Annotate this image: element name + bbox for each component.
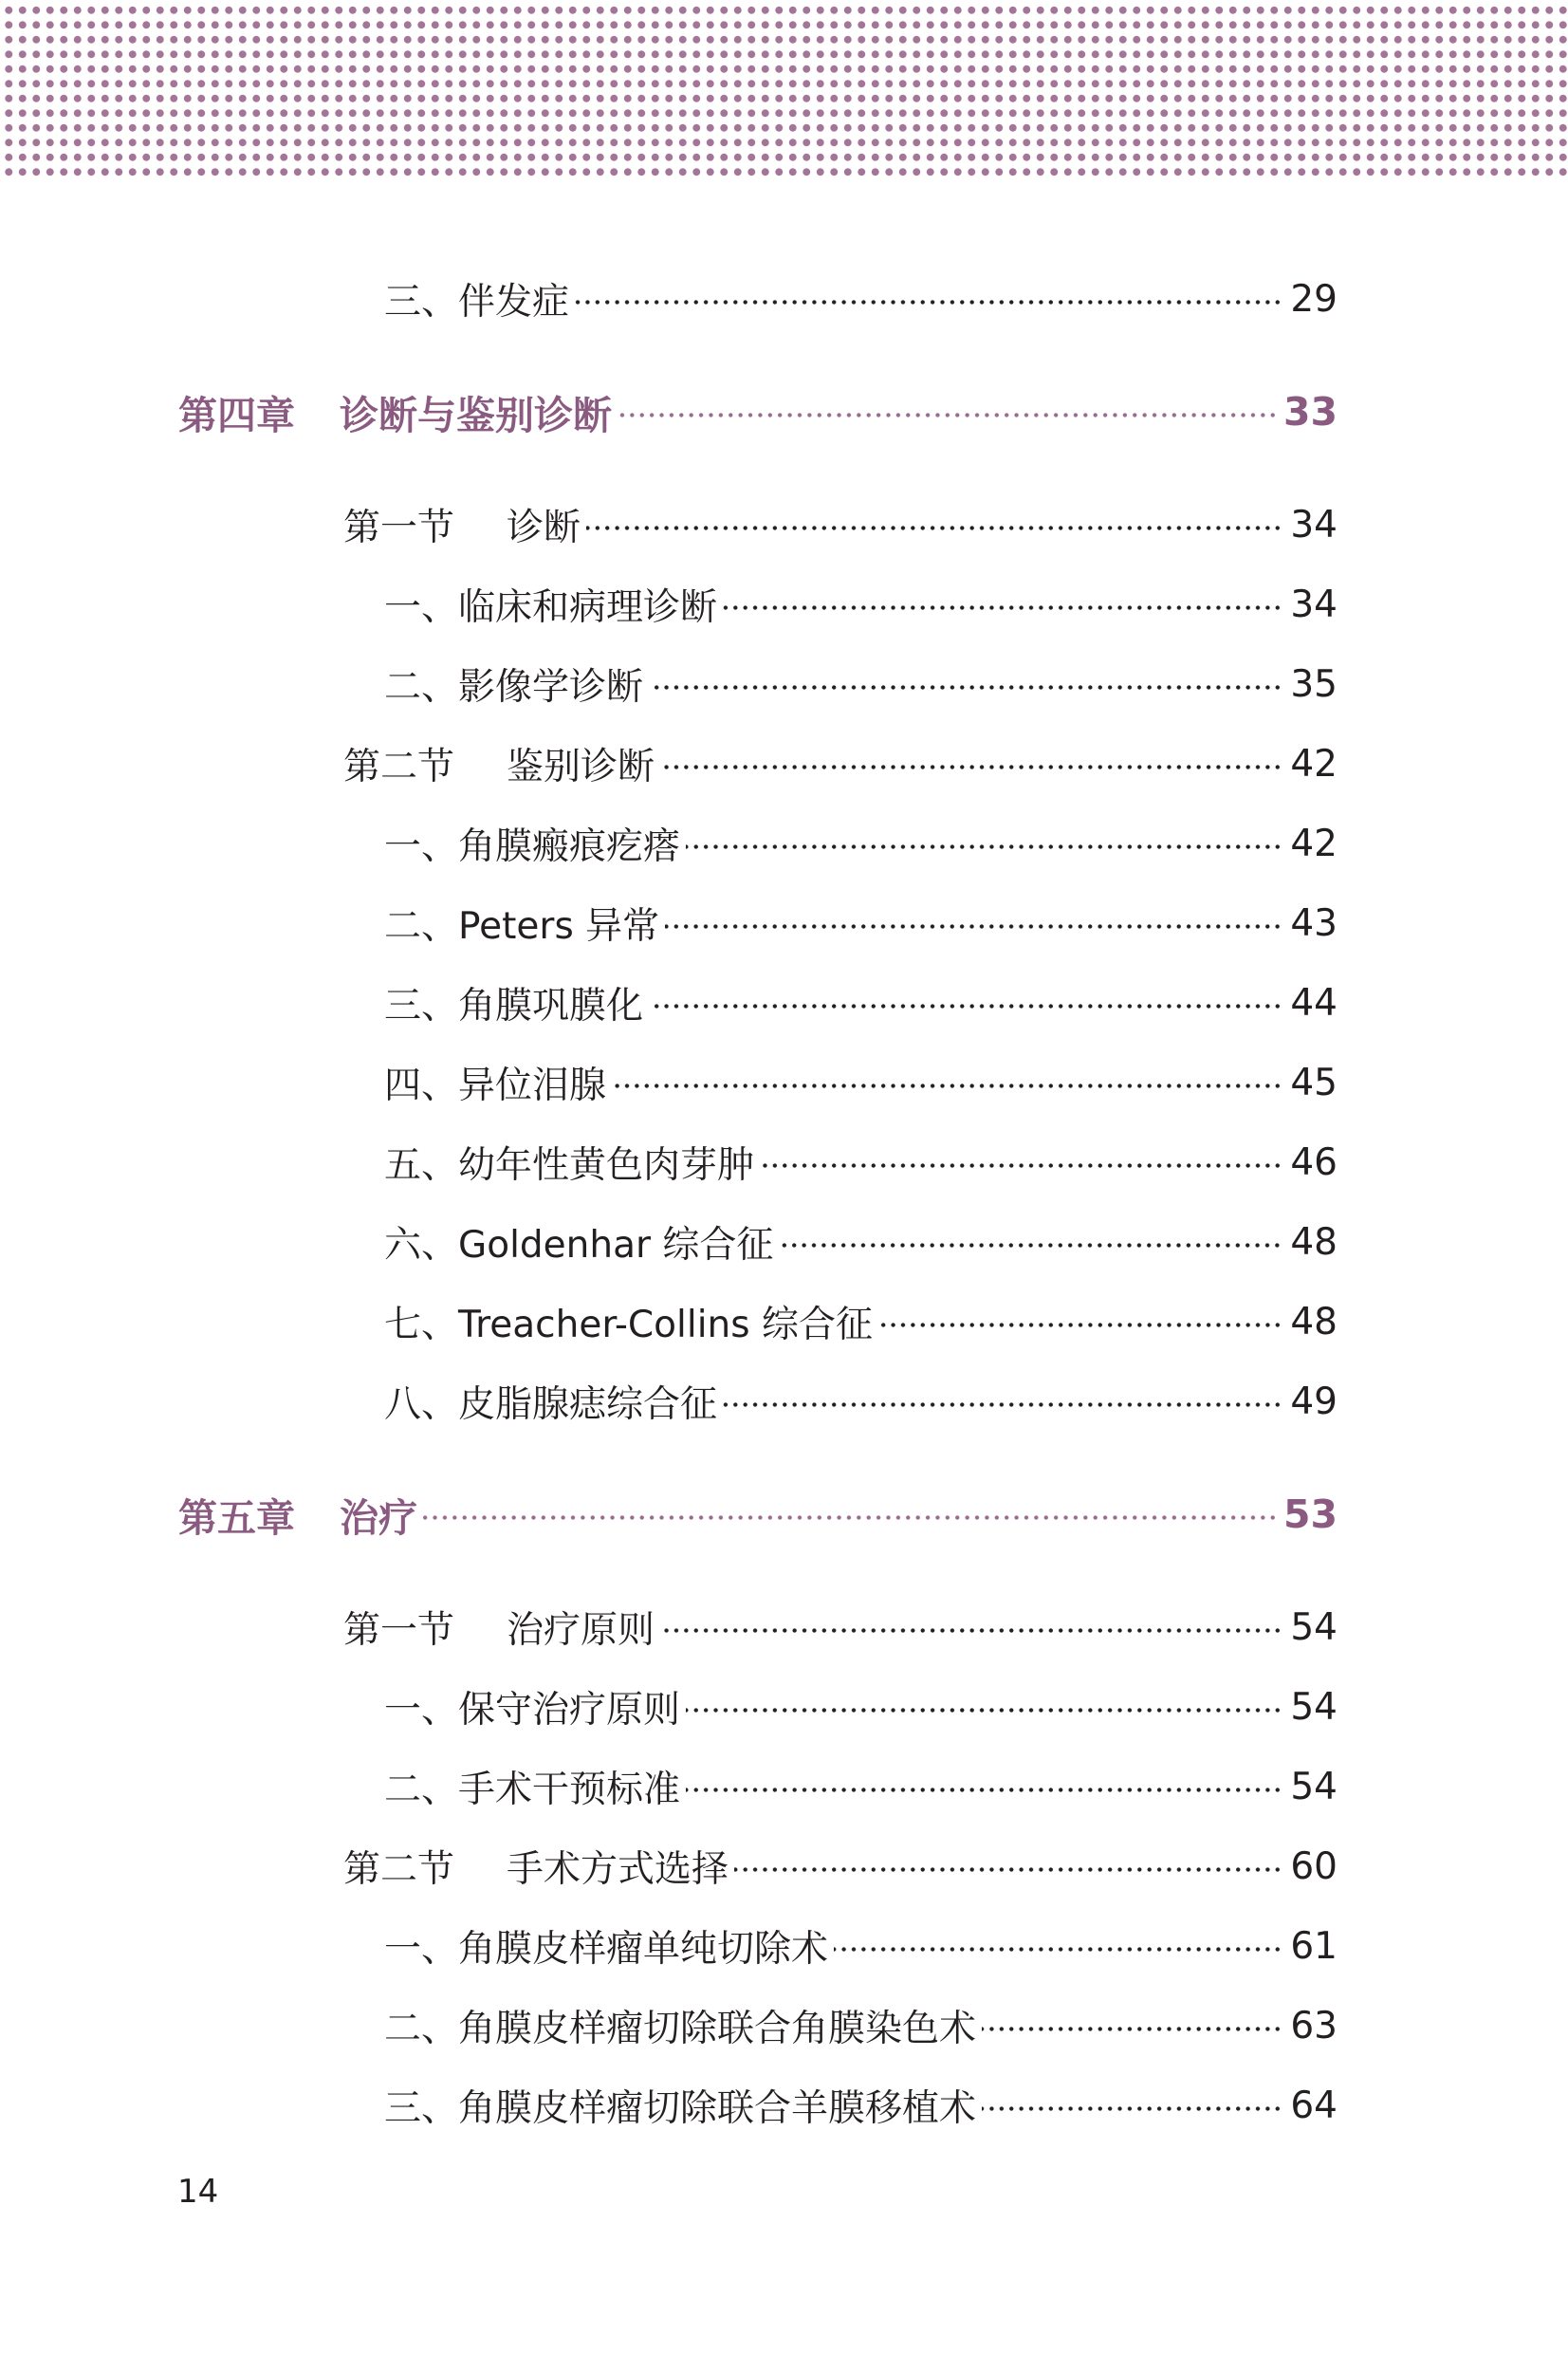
dot-leader bbox=[723, 1402, 1282, 1407]
dot-leader bbox=[660, 765, 1282, 769]
toc-entry-item[interactable] bbox=[384, 1371, 1337, 1432]
toc-page-number: 42 bbox=[1290, 742, 1337, 786]
toc-page-number: 43 bbox=[1290, 901, 1337, 945]
toc-entry-item[interactable] bbox=[384, 1052, 1337, 1113]
toc-entry-item[interactable] bbox=[384, 1291, 1337, 1352]
dot-leader bbox=[665, 924, 1282, 929]
dot-leader bbox=[723, 605, 1282, 610]
toc-page-number: 48 bbox=[1290, 1220, 1337, 1264]
dot-leader bbox=[779, 1243, 1282, 1248]
chapter-number: 第四章 bbox=[178, 392, 295, 438]
section-title: 手术方式选择 bbox=[507, 1848, 729, 1891]
toc-page-number: 48 bbox=[1290, 1300, 1337, 1343]
dot-leader bbox=[878, 1323, 1282, 1327]
toc-entry-label: 一、临床和病理诊断 bbox=[384, 586, 718, 629]
dot-leader bbox=[618, 413, 1278, 417]
dot-leader bbox=[734, 1867, 1282, 1872]
page-number-footer: 14 bbox=[177, 2173, 219, 2211]
toc-page-number: 54 bbox=[1290, 1605, 1337, 1649]
toc-entry-label: 四、异位泪腺 bbox=[384, 1065, 607, 1107]
toc-entry-label: 三、伴发症 bbox=[384, 281, 570, 324]
toc-page-number: 49 bbox=[1290, 1380, 1337, 1423]
toc-entry-label: 三、角膜巩膜化 bbox=[384, 985, 644, 1028]
section-number: 第二节 bbox=[343, 746, 455, 788]
toc-entry-item[interactable] bbox=[384, 1212, 1337, 1272]
dot-leader bbox=[760, 1163, 1282, 1168]
toc-page-number: 61 bbox=[1290, 1924, 1337, 1968]
toc-page-number: 34 bbox=[1290, 503, 1337, 547]
toc-entry-item[interactable] bbox=[384, 1132, 1337, 1193]
toc-page-number: 35 bbox=[1290, 662, 1337, 706]
dot-leader bbox=[575, 300, 1282, 305]
dot-leader bbox=[649, 685, 1282, 690]
toc-entry-label: 五、幼年性黄色肉芽肿 bbox=[384, 1144, 755, 1187]
chapter-number: 第五章 bbox=[178, 1494, 295, 1541]
section-title: 鉴别诊断 bbox=[507, 746, 655, 788]
dot-leader bbox=[586, 526, 1282, 530]
chapter-title: 诊断与鉴别诊断 bbox=[340, 392, 612, 438]
toc-entry-item[interactable] bbox=[384, 1677, 1337, 1737]
section-number: 第一节 bbox=[343, 507, 455, 549]
toc-page-number: 44 bbox=[1290, 981, 1337, 1025]
toc-entry-label: 二、Peters 异常 bbox=[384, 905, 660, 948]
dot-leader bbox=[834, 1947, 1282, 1952]
toc-entry-item[interactable] bbox=[384, 574, 1337, 635]
toc-chapter-4[interactable] bbox=[178, 381, 1337, 442]
toc-entry-label: 三、角膜皮样瘤切除联合羊膜移植术 bbox=[384, 2087, 977, 2130]
toc-entry-item[interactable] bbox=[384, 269, 1337, 329]
toc-section[interactable] bbox=[343, 494, 1337, 555]
dot-leader bbox=[686, 1708, 1282, 1713]
toc-entry-label: 二、角膜皮样瘤切除联合角膜染色术 bbox=[384, 2008, 977, 2050]
toc-entry-item[interactable] bbox=[384, 893, 1337, 954]
dot-leader bbox=[612, 1084, 1282, 1088]
toc-chapter-5[interactable] bbox=[178, 1484, 1337, 1545]
toc-section[interactable] bbox=[343, 1836, 1337, 1897]
toc-entry-item[interactable] bbox=[384, 1916, 1337, 1976]
toc-page-number: 53 bbox=[1282, 1491, 1337, 1537]
toc-page-number: 33 bbox=[1282, 389, 1337, 435]
section-title: 治疗原则 bbox=[507, 1609, 655, 1652]
toc-entry-item[interactable] bbox=[384, 813, 1337, 874]
toc-entry-label: 八、皮脂腺痣综合征 bbox=[384, 1383, 718, 1426]
toc-entry-label: 二、手术干预标准 bbox=[384, 1769, 681, 1811]
toc-entry-item[interactable] bbox=[384, 1756, 1337, 1817]
toc-entry-item[interactable] bbox=[384, 2075, 1337, 2136]
toc-entry-item[interactable] bbox=[384, 654, 1337, 714]
toc-page-number: 54 bbox=[1290, 1765, 1337, 1808]
toc-page-number: 42 bbox=[1290, 822, 1337, 865]
section-title: 诊断 bbox=[507, 507, 581, 549]
toc-entry-label: 一、保守治疗原则 bbox=[384, 1689, 681, 1732]
toc-page-number: 60 bbox=[1290, 1844, 1337, 1888]
section-number: 第一节 bbox=[343, 1609, 455, 1652]
toc-page-number: 34 bbox=[1290, 583, 1337, 626]
dot-leader bbox=[982, 2106, 1282, 2111]
toc-entry-item[interactable] bbox=[384, 973, 1337, 1033]
dot-leader bbox=[686, 844, 1282, 849]
toc-page-number: 64 bbox=[1290, 2084, 1337, 2127]
toc-section[interactable] bbox=[343, 1597, 1337, 1658]
toc-entry-label: 七、Treacher-Collins 综合征 bbox=[384, 1304, 873, 1346]
toc-page-number: 54 bbox=[1290, 1685, 1337, 1729]
toc-entry-item[interactable] bbox=[384, 1995, 1337, 2056]
toc-entry-label: 一、角膜瘢痕疙瘩 bbox=[384, 825, 681, 868]
dot-leader bbox=[660, 1628, 1282, 1633]
toc-entry-label: 六、Goldenhar 综合征 bbox=[384, 1224, 774, 1267]
toc-entry-label: 一、角膜皮样瘤单纯切除术 bbox=[384, 1928, 829, 1971]
toc-page-number: 45 bbox=[1290, 1061, 1337, 1104]
chapter-title: 治疗 bbox=[340, 1494, 417, 1541]
toc-entry-label: 二、影像学诊断 bbox=[384, 666, 644, 709]
section-number: 第二节 bbox=[343, 1848, 455, 1891]
toc-page-number: 63 bbox=[1290, 2004, 1337, 2047]
dot-leader bbox=[686, 1788, 1282, 1792]
toc-section[interactable] bbox=[343, 733, 1337, 794]
dot-leader bbox=[423, 1515, 1278, 1520]
toc-page-number: 46 bbox=[1290, 1140, 1337, 1184]
dot-leader bbox=[649, 1004, 1282, 1009]
toc-page-number: 29 bbox=[1290, 277, 1337, 321]
dot-leader bbox=[982, 2027, 1282, 2031]
